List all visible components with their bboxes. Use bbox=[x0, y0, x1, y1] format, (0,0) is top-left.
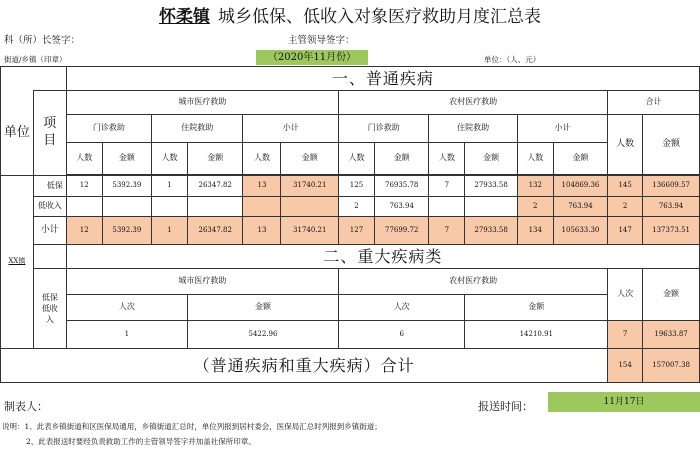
urban-inpatient-header: 住院救助 bbox=[152, 115, 243, 143]
unit-column-header: 单位 bbox=[1, 91, 34, 176]
col-amount: 金额 bbox=[102, 143, 151, 175]
section-major: 二、重大疾病类 bbox=[66, 245, 699, 269]
cell: 763.94 bbox=[553, 197, 607, 217]
cell: 105633.30 bbox=[553, 217, 607, 245]
office-label: 街道/乡镇（印章） bbox=[4, 55, 67, 64]
chief-sign-label: 科（所）长签字： bbox=[4, 35, 81, 46]
cell: 31740.21 bbox=[281, 176, 339, 197]
cell: 5422.96 bbox=[187, 321, 338, 349]
col-persons: 人数 bbox=[243, 143, 281, 175]
cell: 137373.51 bbox=[643, 217, 700, 245]
major-total-amount-header: 金额 bbox=[643, 269, 700, 321]
cell: 5392.39 bbox=[102, 217, 151, 245]
table-row-dibao bbox=[1, 176, 700, 197]
col-persons: 人数 bbox=[517, 143, 553, 175]
cell: 1 bbox=[66, 321, 187, 349]
table-row-grand-total bbox=[1, 349, 700, 383]
cell: 157007.38 bbox=[643, 349, 700, 383]
cell bbox=[66, 197, 102, 217]
col-persons: 人数 bbox=[66, 143, 102, 175]
grand-total-label: （普通疾病和重大疾病）合计 bbox=[1, 349, 608, 383]
cell: 12 bbox=[66, 176, 102, 197]
cell: 27933.58 bbox=[465, 176, 517, 197]
summary-table bbox=[0, 66, 700, 383]
cell bbox=[187, 197, 242, 217]
cell: 147 bbox=[608, 217, 643, 245]
urban-subtotal-header: 小计 bbox=[243, 115, 339, 143]
major-total-persons-header: 人次 bbox=[608, 269, 643, 321]
report-time-label: 报送时间： bbox=[478, 400, 533, 413]
col-amount: 金额 bbox=[553, 143, 607, 175]
row-label-dishouru: 低收入 bbox=[33, 197, 66, 217]
cell: 13 bbox=[243, 176, 281, 197]
rural-subtotal-header: 小计 bbox=[517, 115, 607, 143]
major-rural-header: 农村医疗救助 bbox=[339, 269, 608, 295]
title-text: 城乡低保、低收入对象医疗救助月度汇总表 bbox=[218, 7, 541, 27]
cell: 136609.57 bbox=[643, 176, 700, 197]
cell: 127 bbox=[339, 217, 375, 245]
xx-town-cell: XX镇 bbox=[1, 176, 34, 349]
cell: 2 bbox=[339, 197, 375, 217]
cell: 7 bbox=[429, 176, 465, 197]
cell bbox=[102, 197, 151, 217]
major-urban-amount-header: 金额 bbox=[187, 295, 338, 321]
cell: 26347.82 bbox=[187, 217, 242, 245]
cell: 27933.58 bbox=[465, 217, 517, 245]
cell: 5392.39 bbox=[102, 176, 151, 197]
cell: 19633.87 bbox=[643, 321, 700, 349]
cell: 145 bbox=[608, 176, 643, 197]
cell: 13 bbox=[243, 217, 281, 245]
cell: 104869.36 bbox=[553, 176, 607, 197]
cell: 1 bbox=[152, 217, 188, 245]
col-amount: 金额 bbox=[465, 143, 517, 175]
cell: 125 bbox=[339, 176, 375, 197]
item-column-header: 项目 bbox=[33, 91, 66, 176]
row-label-subtotal: 小计 bbox=[33, 217, 66, 245]
major-urban-times-header: 人次 bbox=[66, 295, 187, 321]
col-persons: 人数 bbox=[152, 143, 188, 175]
cell bbox=[281, 197, 339, 217]
cell: 7 bbox=[608, 321, 643, 349]
cell bbox=[152, 197, 188, 217]
table-row-dishouru bbox=[1, 197, 700, 217]
col-persons: 人数 bbox=[339, 143, 375, 175]
cell: 132 bbox=[517, 176, 553, 197]
cell bbox=[465, 197, 517, 217]
total-header: 合计 bbox=[608, 91, 700, 115]
cell: 26347.82 bbox=[187, 176, 242, 197]
cell: 2 bbox=[608, 197, 643, 217]
cell: 76935.78 bbox=[374, 176, 428, 197]
rural-outpatient-header: 门诊救助 bbox=[339, 115, 429, 143]
total-amount-header: 金额 bbox=[643, 115, 700, 175]
cell: 77699.72 bbox=[374, 217, 428, 245]
cell: 12 bbox=[66, 217, 102, 245]
period-badge: （2020年11月份） bbox=[256, 50, 368, 65]
rural-inpatient-header: 住院救助 bbox=[429, 115, 517, 143]
section-general: 一、普通疾病 bbox=[66, 67, 699, 91]
major-rural-times-header: 人次 bbox=[339, 295, 465, 321]
urban-outpatient-header: 门诊救助 bbox=[66, 115, 151, 143]
cell: 7 bbox=[429, 217, 465, 245]
col-amount: 金额 bbox=[281, 143, 339, 175]
note-1: 说明：1、此表乡镇街道和区医保局通用，乡镇街道汇总时，单位列报到居村委会，医保局汇总时列报到乡镇街道； bbox=[2, 422, 382, 431]
cell: 1 bbox=[152, 176, 188, 197]
col-amount: 金额 bbox=[374, 143, 428, 175]
page-title bbox=[0, 2, 700, 27]
rural-header: 农村医疗救助 bbox=[339, 91, 608, 115]
cell: 134 bbox=[517, 217, 553, 245]
row-label-dibao: 低保 bbox=[33, 176, 66, 197]
urban-header: 城市医疗救助 bbox=[66, 91, 338, 115]
unit-label: 单位：（人、元） bbox=[484, 55, 541, 64]
total-persons-header: 人数 bbox=[608, 115, 643, 175]
dibao-dishouru-label: 低保低收入 bbox=[33, 269, 66, 349]
cell: 2 bbox=[517, 197, 553, 217]
table-row-major bbox=[1, 321, 700, 349]
leader-sign-label: 主管领导签字： bbox=[288, 35, 355, 46]
cell: 763.94 bbox=[643, 197, 700, 217]
cell: 154 bbox=[608, 349, 643, 383]
preparer-label: 制表人： bbox=[4, 400, 48, 413]
report-date: 11月17日 bbox=[548, 392, 700, 412]
note-2: 2、此表报送时要经负责救助工作的主管领导签字并加盖社保所印章。 bbox=[26, 437, 256, 446]
major-urban-header: 城市医疗救助 bbox=[66, 269, 338, 295]
major-rural-amount-header: 金额 bbox=[465, 295, 608, 321]
cell bbox=[243, 197, 281, 217]
cell: 14210.91 bbox=[465, 321, 608, 349]
title-town: 怀柔镇 bbox=[159, 7, 210, 27]
cell: 6 bbox=[339, 321, 465, 349]
col-persons: 人数 bbox=[429, 143, 465, 175]
cell: 31740.21 bbox=[281, 217, 339, 245]
cell: 763.94 bbox=[374, 197, 428, 217]
col-amount: 金额 bbox=[187, 143, 242, 175]
table-row-subtotal bbox=[1, 217, 700, 245]
cell bbox=[429, 197, 465, 217]
